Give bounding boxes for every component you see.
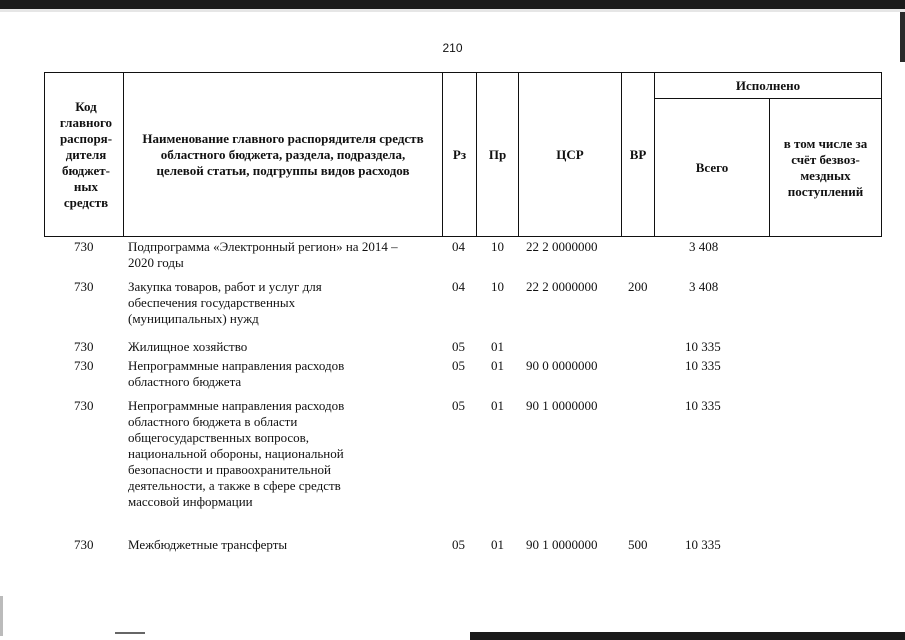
col-border	[881, 72, 882, 237]
cell-code: 730	[74, 358, 94, 373]
cell-csr: 90 1 0000000	[526, 398, 598, 413]
cell-name: Межбюджетные трансферты	[128, 537, 288, 552]
cell-total: 10 335	[685, 537, 721, 552]
cell-csr: 22 2 0000000	[526, 279, 598, 294]
cell-total: 3 408	[689, 239, 719, 254]
header-pr: Пр	[488, 146, 507, 162]
cell-total: 3 408	[689, 279, 719, 294]
cell-name: Непрограммные направления расходов областного бюджета в области общегосударственных вопросов, национальной обороны, национальной безопасности и правоохранительной деятельности, а также в сфере средств массовой информации	[128, 398, 345, 509]
cell-name: Непрограммные направления расходов областного бюджета	[128, 358, 345, 389]
cell-rz: 05	[452, 537, 465, 552]
header-executed: Исполнено	[735, 77, 801, 93]
cell-vr: 500	[628, 537, 648, 552]
header-total: Всего	[695, 159, 729, 175]
cell-rz: 05	[452, 398, 465, 413]
cell-pr: 10	[491, 239, 504, 254]
cell-csr: 90 0 0000000	[526, 358, 598, 373]
cell-pr: 01	[491, 398, 504, 413]
cell-pr: 01	[491, 339, 504, 354]
cell-rz: 05	[452, 339, 465, 354]
cell-rz: 04	[452, 279, 465, 294]
cell-code: 730	[74, 279, 94, 294]
cell-name: Закупка товаров, работ и услуг для обеспечения государственных (муниципальных) нужд	[128, 279, 322, 326]
cell-total: 10 335	[685, 339, 721, 354]
cell-rz: 04	[452, 239, 465, 254]
header-vr: ВР	[629, 146, 647, 162]
cell-total: 10 335	[685, 398, 721, 413]
header-rz: Рз	[452, 146, 467, 162]
header-csr: ЦСР	[556, 146, 584, 162]
cell-name: Жилищное хозяйство	[128, 339, 248, 354]
cell-csr: 22 2 0000000	[526, 239, 598, 254]
header-name: Наименование главного распорядителя средств областного бюджета, раздела, подраздела, целевой статьи, подгруппы видов расходов	[142, 130, 424, 178]
cell-code: 730	[74, 239, 94, 254]
cell-rz: 05	[452, 358, 465, 373]
cell-csr: 90 1 0000000	[526, 537, 598, 552]
page-number: 210	[442, 41, 463, 55]
col-border	[44, 72, 45, 237]
cell-code: 730	[74, 398, 94, 413]
cell-code: 730	[74, 339, 94, 354]
cell-pr: 01	[491, 537, 504, 552]
cell-pr: 01	[491, 358, 504, 373]
cell-pr: 10	[491, 279, 504, 294]
header-bottom-border	[44, 236, 882, 237]
cell-name: Подпрограмма «Электронный регион» на 2014 – 2020 годы	[128, 239, 398, 270]
header-code: Код главного распоря-дителя бюджет-ных средств	[59, 98, 113, 210]
cell-code: 730	[74, 537, 94, 552]
cell-vr: 200	[628, 279, 648, 294]
cell-total: 10 335	[685, 358, 721, 373]
header-incl: в том числе за счёт безвоз-мездных поступлений	[783, 135, 868, 199]
